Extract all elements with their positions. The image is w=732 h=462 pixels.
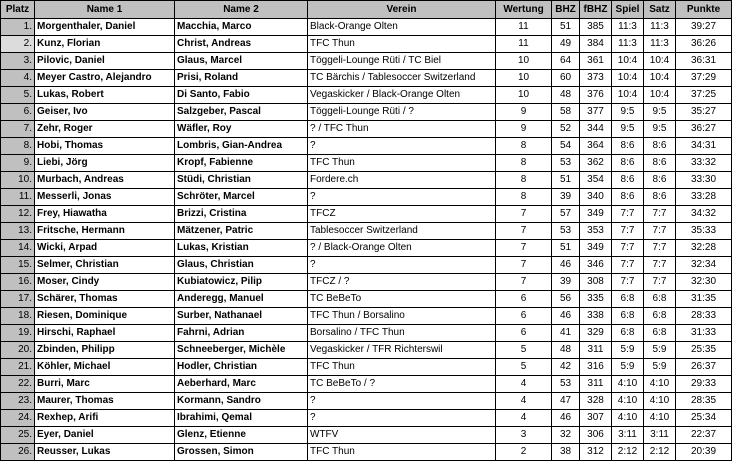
header-bhz[interactable]: BHZ bbox=[552, 1, 580, 19]
cell-bhz[interactable]: 32 bbox=[552, 427, 580, 444]
cell-verein[interactable]: TFC Thun bbox=[308, 444, 496, 461]
cell-name2[interactable]: Fahrni, Adrian bbox=[175, 325, 308, 342]
cell-satz[interactable]: 11:3 bbox=[644, 19, 676, 36]
cell-spiel[interactable]: 10:4 bbox=[612, 53, 644, 70]
cell-bhz[interactable]: 60 bbox=[552, 70, 580, 87]
cell-verein[interactable]: Töggeli-Lounge Rüti / TC Biel bbox=[308, 53, 496, 70]
cell-bhz[interactable]: 41 bbox=[552, 325, 580, 342]
cell-satz[interactable]: 7:7 bbox=[644, 274, 676, 291]
cell-satz[interactable]: 3:11 bbox=[644, 427, 676, 444]
cell-name2[interactable]: Anderegg, Manuel bbox=[175, 291, 308, 308]
cell-name1[interactable]: Zbinden, Philipp bbox=[35, 342, 175, 359]
cell-platz[interactable]: 20. bbox=[1, 342, 35, 359]
cell-spiel[interactable]: 7:7 bbox=[612, 223, 644, 240]
table-row[interactable] bbox=[1, 291, 732, 308]
table-row[interactable] bbox=[1, 206, 732, 223]
cell-name1[interactable]: Geiser, Ivo bbox=[35, 104, 175, 121]
cell-satz[interactable]: 2:12 bbox=[644, 444, 676, 461]
cell-punkte[interactable]: 37:25 bbox=[676, 87, 732, 104]
cell-punkte[interactable]: 35:27 bbox=[676, 104, 732, 121]
cell-verein[interactable]: ? / TFC Thun bbox=[308, 121, 496, 138]
cell-verein[interactable]: Borsalino / TFC Thun bbox=[308, 325, 496, 342]
cell-punkte[interactable]: 34:32 bbox=[676, 206, 732, 223]
cell-name2[interactable]: Kormann, Sandro bbox=[175, 393, 308, 410]
header-spiel[interactable]: Spiel bbox=[612, 1, 644, 19]
cell-verein[interactable]: TFC Thun bbox=[308, 155, 496, 172]
cell-bhz[interactable]: 39 bbox=[552, 189, 580, 206]
cell-name1[interactable]: Riesen, Dominique bbox=[35, 308, 175, 325]
cell-name1[interactable]: Burri, Marc bbox=[35, 376, 175, 393]
header-verein[interactable]: Verein bbox=[308, 1, 496, 19]
cell-bhz[interactable]: 49 bbox=[552, 36, 580, 53]
cell-name1[interactable]: Hobi, Thomas bbox=[35, 138, 175, 155]
cell-fbhz[interactable]: 349 bbox=[580, 206, 612, 223]
cell-bhz[interactable]: 56 bbox=[552, 291, 580, 308]
cell-verein[interactable]: ? bbox=[308, 410, 496, 427]
cell-verein[interactable]: ? bbox=[308, 393, 496, 410]
cell-punkte[interactable]: 34:31 bbox=[676, 138, 732, 155]
cell-platz[interactable]: 9. bbox=[1, 155, 35, 172]
cell-name1[interactable]: Eyer, Daniel bbox=[35, 427, 175, 444]
cell-verein[interactable]: TC BeBeTo bbox=[308, 291, 496, 308]
table-row[interactable] bbox=[1, 325, 732, 342]
cell-spiel[interactable]: 2:12 bbox=[612, 444, 644, 461]
cell-name1[interactable]: Zehr, Roger bbox=[35, 121, 175, 138]
cell-bhz[interactable]: 51 bbox=[552, 240, 580, 257]
cell-fbhz[interactable]: 346 bbox=[580, 257, 612, 274]
cell-fbhz[interactable]: 344 bbox=[580, 121, 612, 138]
cell-name1[interactable]: Liebi, Jörg bbox=[35, 155, 175, 172]
cell-spiel[interactable]: 6:8 bbox=[612, 291, 644, 308]
cell-satz[interactable]: 5:9 bbox=[644, 342, 676, 359]
cell-spiel[interactable]: 11:3 bbox=[612, 19, 644, 36]
cell-fbhz[interactable]: 328 bbox=[580, 393, 612, 410]
cell-spiel[interactable]: 4:10 bbox=[612, 410, 644, 427]
table-row[interactable] bbox=[1, 376, 732, 393]
cell-bhz[interactable]: 47 bbox=[552, 393, 580, 410]
cell-name2[interactable]: Aeberhard, Marc bbox=[175, 376, 308, 393]
table-row[interactable] bbox=[1, 121, 732, 138]
table-row[interactable] bbox=[1, 410, 732, 427]
cell-fbhz[interactable]: 307 bbox=[580, 410, 612, 427]
cell-fbhz[interactable]: 385 bbox=[580, 19, 612, 36]
cell-satz[interactable]: 7:7 bbox=[644, 257, 676, 274]
cell-wertung[interactable]: 6 bbox=[496, 291, 552, 308]
table-row[interactable] bbox=[1, 393, 732, 410]
cell-name2[interactable]: Grossen, Simon bbox=[175, 444, 308, 461]
header-satz[interactable]: Satz bbox=[644, 1, 676, 19]
cell-punkte[interactable]: 36:27 bbox=[676, 121, 732, 138]
cell-verein[interactable]: ? / Black-Orange Olten bbox=[308, 240, 496, 257]
table-row[interactable] bbox=[1, 223, 732, 240]
cell-name2[interactable]: Ibrahimi, Qemal bbox=[175, 410, 308, 427]
table-row[interactable] bbox=[1, 444, 732, 461]
cell-bhz[interactable]: 51 bbox=[552, 172, 580, 189]
cell-fbhz[interactable]: 311 bbox=[580, 342, 612, 359]
cell-wertung[interactable]: 5 bbox=[496, 342, 552, 359]
header-punkte[interactable]: Punkte bbox=[676, 1, 732, 19]
cell-wertung[interactable]: 7 bbox=[496, 206, 552, 223]
cell-platz[interactable]: 6. bbox=[1, 104, 35, 121]
cell-verein[interactable]: TC BeBeTo / ? bbox=[308, 376, 496, 393]
cell-bhz[interactable]: 58 bbox=[552, 104, 580, 121]
cell-wertung[interactable]: 9 bbox=[496, 121, 552, 138]
cell-wertung[interactable]: 8 bbox=[496, 172, 552, 189]
table-row[interactable] bbox=[1, 274, 732, 291]
cell-bhz[interactable]: 57 bbox=[552, 206, 580, 223]
cell-spiel[interactable]: 8:6 bbox=[612, 172, 644, 189]
cell-spiel[interactable]: 9:5 bbox=[612, 121, 644, 138]
table-row[interactable] bbox=[1, 172, 732, 189]
cell-platz[interactable]: 11. bbox=[1, 189, 35, 206]
cell-spiel[interactable]: 9:5 bbox=[612, 104, 644, 121]
cell-satz[interactable]: 4:10 bbox=[644, 393, 676, 410]
cell-fbhz[interactable]: 329 bbox=[580, 325, 612, 342]
cell-name1[interactable]: Murbach, Andreas bbox=[35, 172, 175, 189]
cell-wertung[interactable]: 5 bbox=[496, 359, 552, 376]
cell-wertung[interactable]: 7 bbox=[496, 274, 552, 291]
cell-platz[interactable]: 24. bbox=[1, 410, 35, 427]
cell-punkte[interactable]: 35:33 bbox=[676, 223, 732, 240]
cell-satz[interactable]: 7:7 bbox=[644, 223, 676, 240]
cell-wertung[interactable]: 10 bbox=[496, 70, 552, 87]
cell-satz[interactable]: 6:8 bbox=[644, 308, 676, 325]
table-row[interactable] bbox=[1, 36, 732, 53]
header-fbhz[interactable]: fBHZ bbox=[580, 1, 612, 19]
cell-name1[interactable]: Frey, Hiawatha bbox=[35, 206, 175, 223]
cell-wertung[interactable]: 4 bbox=[496, 393, 552, 410]
cell-platz[interactable]: 8. bbox=[1, 138, 35, 155]
cell-punkte[interactable]: 31:33 bbox=[676, 325, 732, 342]
header-row bbox=[1, 1, 732, 19]
cell-satz[interactable]: 10:4 bbox=[644, 87, 676, 104]
cell-wertung[interactable]: 10 bbox=[496, 87, 552, 104]
cell-name1[interactable]: Moser, Cindy bbox=[35, 274, 175, 291]
cell-verein[interactable]: Fordere.ch bbox=[308, 172, 496, 189]
cell-fbhz[interactable]: 306 bbox=[580, 427, 612, 444]
cell-fbhz[interactable]: 312 bbox=[580, 444, 612, 461]
table-row[interactable] bbox=[1, 359, 732, 376]
cell-name2[interactable]: Surber, Nathanael bbox=[175, 308, 308, 325]
cell-spiel[interactable]: 11:3 bbox=[612, 36, 644, 53]
cell-name2[interactable]: Schröter, Marcel bbox=[175, 189, 308, 206]
table-row[interactable] bbox=[1, 342, 732, 359]
cell-fbhz[interactable]: 364 bbox=[580, 138, 612, 155]
cell-punkte[interactable]: 28:33 bbox=[676, 308, 732, 325]
cell-verein[interactable]: TFC Thun / Borsalino bbox=[308, 308, 496, 325]
table-row[interactable] bbox=[1, 308, 732, 325]
cell-punkte[interactable]: 29:33 bbox=[676, 376, 732, 393]
cell-bhz[interactable]: 48 bbox=[552, 342, 580, 359]
cell-name1[interactable]: Morgenthaler, Daniel bbox=[35, 19, 175, 36]
cell-name1[interactable]: Selmer, Christian bbox=[35, 257, 175, 274]
cell-spiel[interactable]: 7:7 bbox=[612, 257, 644, 274]
cell-name2[interactable]: Christ, Andreas bbox=[175, 36, 308, 53]
cell-name1[interactable]: Meyer Castro, Alejandro bbox=[35, 70, 175, 87]
cell-platz[interactable]: 10. bbox=[1, 172, 35, 189]
cell-fbhz[interactable]: 361 bbox=[580, 53, 612, 70]
cell-platz[interactable]: 21. bbox=[1, 359, 35, 376]
cell-platz[interactable]: 25. bbox=[1, 427, 35, 444]
cell-spiel[interactable]: 5:9 bbox=[612, 359, 644, 376]
cell-wertung[interactable]: 11 bbox=[496, 19, 552, 36]
cell-wertung[interactable]: 8 bbox=[496, 155, 552, 172]
cell-platz[interactable]: 16. bbox=[1, 274, 35, 291]
cell-punkte[interactable]: 37:29 bbox=[676, 70, 732, 87]
cell-name1[interactable]: Fritsche, Hermann bbox=[35, 223, 175, 240]
cell-verein[interactable]: Töggeli-Lounge Rüti / ? bbox=[308, 104, 496, 121]
cell-satz[interactable]: 10:4 bbox=[644, 70, 676, 87]
cell-satz[interactable]: 9:5 bbox=[644, 121, 676, 138]
cell-spiel[interactable]: 5:9 bbox=[612, 342, 644, 359]
table-row[interactable] bbox=[1, 155, 732, 172]
cell-platz[interactable]: 5. bbox=[1, 87, 35, 104]
table-row[interactable] bbox=[1, 138, 732, 155]
cell-platz[interactable]: 23. bbox=[1, 393, 35, 410]
table-row[interactable] bbox=[1, 427, 732, 444]
cell-bhz[interactable]: 46 bbox=[552, 308, 580, 325]
table-row[interactable] bbox=[1, 257, 732, 274]
cell-spiel[interactable]: 7:7 bbox=[612, 240, 644, 257]
header-name1[interactable]: Name 1 bbox=[35, 1, 175, 19]
cell-bhz[interactable]: 46 bbox=[552, 410, 580, 427]
cell-punkte[interactable]: 31:35 bbox=[676, 291, 732, 308]
cell-fbhz[interactable]: 384 bbox=[580, 36, 612, 53]
cell-name2[interactable]: Glaus, Marcel bbox=[175, 53, 308, 70]
cell-platz[interactable]: 3. bbox=[1, 53, 35, 70]
table-row[interactable] bbox=[1, 189, 732, 206]
cell-bhz[interactable]: 38 bbox=[552, 444, 580, 461]
cell-platz[interactable]: 18. bbox=[1, 308, 35, 325]
cell-bhz[interactable]: 48 bbox=[552, 87, 580, 104]
cell-name2[interactable]: Salzgeber, Pascal bbox=[175, 104, 308, 121]
cell-fbhz[interactable]: 349 bbox=[580, 240, 612, 257]
cell-satz[interactable]: 8:6 bbox=[644, 138, 676, 155]
cell-punkte[interactable]: 28:35 bbox=[676, 393, 732, 410]
cell-spiel[interactable]: 6:8 bbox=[612, 325, 644, 342]
cell-verein[interactable]: Tablesoccer Switzerland bbox=[308, 223, 496, 240]
cell-name2[interactable]: Kropf, Fabienne bbox=[175, 155, 308, 172]
cell-spiel[interactable]: 3:11 bbox=[612, 427, 644, 444]
cell-name1[interactable]: Lukas, Robert bbox=[35, 87, 175, 104]
cell-spiel[interactable]: 10:4 bbox=[612, 70, 644, 87]
cell-name1[interactable]: Pilovic, Daniel bbox=[35, 53, 175, 70]
cell-fbhz[interactable]: 353 bbox=[580, 223, 612, 240]
cell-platz[interactable]: 15. bbox=[1, 257, 35, 274]
cell-platz[interactable]: 13. bbox=[1, 223, 35, 240]
cell-fbhz[interactable]: 340 bbox=[580, 189, 612, 206]
cell-name2[interactable]: Glaus, Christian bbox=[175, 257, 308, 274]
cell-verein[interactable]: TFC Thun bbox=[308, 359, 496, 376]
cell-spiel[interactable]: 4:10 bbox=[612, 376, 644, 393]
cell-name2[interactable]: Prisi, Roland bbox=[175, 70, 308, 87]
cell-wertung[interactable]: 8 bbox=[496, 138, 552, 155]
cell-bhz[interactable]: 53 bbox=[552, 223, 580, 240]
cell-platz[interactable]: 7. bbox=[1, 121, 35, 138]
cell-verein[interactable]: TFCZ bbox=[308, 206, 496, 223]
cell-bhz[interactable]: 46 bbox=[552, 257, 580, 274]
cell-punkte[interactable]: 32:30 bbox=[676, 274, 732, 291]
cell-verein[interactable]: Black-Orange Olten bbox=[308, 19, 496, 36]
cell-verein[interactable]: TFCZ / ? bbox=[308, 274, 496, 291]
cell-satz[interactable]: 7:7 bbox=[644, 206, 676, 223]
cell-satz[interactable]: 5:9 bbox=[644, 359, 676, 376]
cell-wertung[interactable]: 7 bbox=[496, 223, 552, 240]
cell-wertung[interactable]: 8 bbox=[496, 189, 552, 206]
cell-punkte[interactable]: 25:35 bbox=[676, 342, 732, 359]
cell-verein[interactable]: Vegaskicker / Black-Orange Olten bbox=[308, 87, 496, 104]
cell-platz[interactable]: 14. bbox=[1, 240, 35, 257]
cell-fbhz[interactable]: 335 bbox=[580, 291, 612, 308]
cell-spiel[interactable]: 8:6 bbox=[612, 155, 644, 172]
cell-name1[interactable]: Messerli, Jonas bbox=[35, 189, 175, 206]
cell-name2[interactable]: Wäfler, Roy bbox=[175, 121, 308, 138]
cell-fbhz[interactable]: 338 bbox=[580, 308, 612, 325]
cell-punkte[interactable]: 33:30 bbox=[676, 172, 732, 189]
cell-satz[interactable]: 8:6 bbox=[644, 189, 676, 206]
cell-name2[interactable]: Mätzener, Patric bbox=[175, 223, 308, 240]
cell-spiel[interactable]: 8:6 bbox=[612, 189, 644, 206]
cell-punkte[interactable]: 22:37 bbox=[676, 427, 732, 444]
table-row[interactable] bbox=[1, 87, 732, 104]
cell-wertung[interactable]: 7 bbox=[496, 257, 552, 274]
cell-verein[interactable]: WTFV bbox=[308, 427, 496, 444]
table-row[interactable] bbox=[1, 70, 732, 87]
cell-bhz[interactable]: 42 bbox=[552, 359, 580, 376]
cell-platz[interactable]: 22. bbox=[1, 376, 35, 393]
cell-wertung[interactable]: 4 bbox=[496, 410, 552, 427]
cell-bhz[interactable]: 64 bbox=[552, 53, 580, 70]
table-row[interactable] bbox=[1, 104, 732, 121]
cell-verein[interactable]: TC Bärchis / Tablesoccer Switzerland bbox=[308, 70, 496, 87]
cell-punkte[interactable]: 20:39 bbox=[676, 444, 732, 461]
cell-name1[interactable]: Hirschi, Raphael bbox=[35, 325, 175, 342]
cell-satz[interactable]: 10:4 bbox=[644, 53, 676, 70]
cell-punkte[interactable]: 33:32 bbox=[676, 155, 732, 172]
cell-spiel[interactable]: 4:10 bbox=[612, 393, 644, 410]
cell-platz[interactable]: 2. bbox=[1, 36, 35, 53]
cell-satz[interactable]: 4:10 bbox=[644, 376, 676, 393]
cell-spiel[interactable]: 6:8 bbox=[612, 308, 644, 325]
cell-punkte[interactable]: 32:34 bbox=[676, 257, 732, 274]
cell-punkte[interactable]: 25:34 bbox=[676, 410, 732, 427]
cell-name2[interactable]: Hodler, Christian bbox=[175, 359, 308, 376]
cell-satz[interactable]: 4:10 bbox=[644, 410, 676, 427]
cell-name2[interactable]: Macchia, Marco bbox=[175, 19, 308, 36]
cell-name1[interactable]: Schärer, Thomas bbox=[35, 291, 175, 308]
header-wertung[interactable]: Wertung bbox=[496, 1, 552, 19]
cell-verein[interactable]: ? bbox=[308, 189, 496, 206]
table-row[interactable] bbox=[1, 240, 732, 257]
cell-wertung[interactable]: 10 bbox=[496, 53, 552, 70]
cell-wertung[interactable]: 2 bbox=[496, 444, 552, 461]
cell-bhz[interactable]: 39 bbox=[552, 274, 580, 291]
table-row[interactable] bbox=[1, 19, 732, 36]
cell-bhz[interactable]: 53 bbox=[552, 155, 580, 172]
cell-punkte[interactable]: 33:28 bbox=[676, 189, 732, 206]
cell-spiel[interactable]: 10:4 bbox=[612, 87, 644, 104]
cell-punkte[interactable]: 39:27 bbox=[676, 19, 732, 36]
cell-wertung[interactable]: 3 bbox=[496, 427, 552, 444]
cell-spiel[interactable]: 8:6 bbox=[612, 138, 644, 155]
cell-fbhz[interactable]: 311 bbox=[580, 376, 612, 393]
cell-satz[interactable]: 11:3 bbox=[644, 36, 676, 53]
cell-satz[interactable]: 7:7 bbox=[644, 240, 676, 257]
cell-spiel[interactable]: 7:7 bbox=[612, 274, 644, 291]
cell-name2[interactable]: Schneeberger, Michèle bbox=[175, 342, 308, 359]
cell-fbhz[interactable]: 308 bbox=[580, 274, 612, 291]
cell-fbhz[interactable]: 373 bbox=[580, 70, 612, 87]
cell-wertung[interactable]: 11 bbox=[496, 36, 552, 53]
cell-satz[interactable]: 8:6 bbox=[644, 172, 676, 189]
cell-name1[interactable]: Köhler, Michael bbox=[35, 359, 175, 376]
cell-verein[interactable]: ? bbox=[308, 138, 496, 155]
cell-name1[interactable]: Reusser, Lukas bbox=[35, 444, 175, 461]
cell-satz[interactable]: 8:6 bbox=[644, 155, 676, 172]
cell-fbhz[interactable]: 354 bbox=[580, 172, 612, 189]
cell-name2[interactable]: Stüdi, Christian bbox=[175, 172, 308, 189]
cell-name1[interactable]: Wicki, Arpad bbox=[35, 240, 175, 257]
cell-verein[interactable]: TFC Thun bbox=[308, 36, 496, 53]
cell-platz[interactable]: 12. bbox=[1, 206, 35, 223]
cell-bhz[interactable]: 53 bbox=[552, 376, 580, 393]
cell-name2[interactable]: Glenz, Etienne bbox=[175, 427, 308, 444]
cell-satz[interactable]: 6:8 bbox=[644, 325, 676, 342]
cell-platz[interactable]: 17. bbox=[1, 291, 35, 308]
cell-name2[interactable]: Kubiatowicz, Pilip bbox=[175, 274, 308, 291]
cell-name2[interactable]: Lukas, Kristian bbox=[175, 240, 308, 257]
cell-platz[interactable]: 19. bbox=[1, 325, 35, 342]
cell-platz[interactable]: 1. bbox=[1, 19, 35, 36]
header-platz[interactable]: Platz bbox=[1, 1, 35, 19]
cell-punkte[interactable]: 36:31 bbox=[676, 53, 732, 70]
cell-name1[interactable]: Kunz, Florian bbox=[35, 36, 175, 53]
cell-name2[interactable]: Lombris, Gian-Andrea bbox=[175, 138, 308, 155]
cell-wertung[interactable]: 9 bbox=[496, 104, 552, 121]
cell-bhz[interactable]: 52 bbox=[552, 121, 580, 138]
cell-satz[interactable]: 6:8 bbox=[644, 291, 676, 308]
cell-verein[interactable]: Vegaskicker / TFR Richterswil bbox=[308, 342, 496, 359]
cell-spiel[interactable]: 7:7 bbox=[612, 206, 644, 223]
cell-bhz[interactable]: 51 bbox=[552, 19, 580, 36]
cell-name2[interactable]: Di Santo, Fabio bbox=[175, 87, 308, 104]
cell-bhz[interactable]: 54 bbox=[552, 138, 580, 155]
cell-wertung[interactable]: 6 bbox=[496, 325, 552, 342]
cell-satz[interactable]: 9:5 bbox=[644, 104, 676, 121]
cell-wertung[interactable]: 7 bbox=[496, 240, 552, 257]
header-name2[interactable]: Name 2 bbox=[175, 1, 308, 19]
cell-name1[interactable]: Rexhep, Arifi bbox=[35, 410, 175, 427]
cell-punkte[interactable]: 32:28 bbox=[676, 240, 732, 257]
cell-verein[interactable]: ? bbox=[308, 257, 496, 274]
cell-platz[interactable]: 26. bbox=[1, 444, 35, 461]
cell-name1[interactable]: Maurer, Thomas bbox=[35, 393, 175, 410]
table-row[interactable] bbox=[1, 53, 732, 70]
cell-wertung[interactable]: 4 bbox=[496, 376, 552, 393]
cell-wertung[interactable]: 6 bbox=[496, 308, 552, 325]
cell-fbhz[interactable]: 376 bbox=[580, 87, 612, 104]
cell-platz[interactable]: 4. bbox=[1, 70, 35, 87]
cell-name2[interactable]: Brizzi, Cristina bbox=[175, 206, 308, 223]
cell-fbhz[interactable]: 362 bbox=[580, 155, 612, 172]
cell-punkte[interactable]: 26:37 bbox=[676, 359, 732, 376]
cell-fbhz[interactable]: 316 bbox=[580, 359, 612, 376]
cell-punkte[interactable]: 36:26 bbox=[676, 36, 732, 53]
cell-fbhz[interactable]: 377 bbox=[580, 104, 612, 121]
